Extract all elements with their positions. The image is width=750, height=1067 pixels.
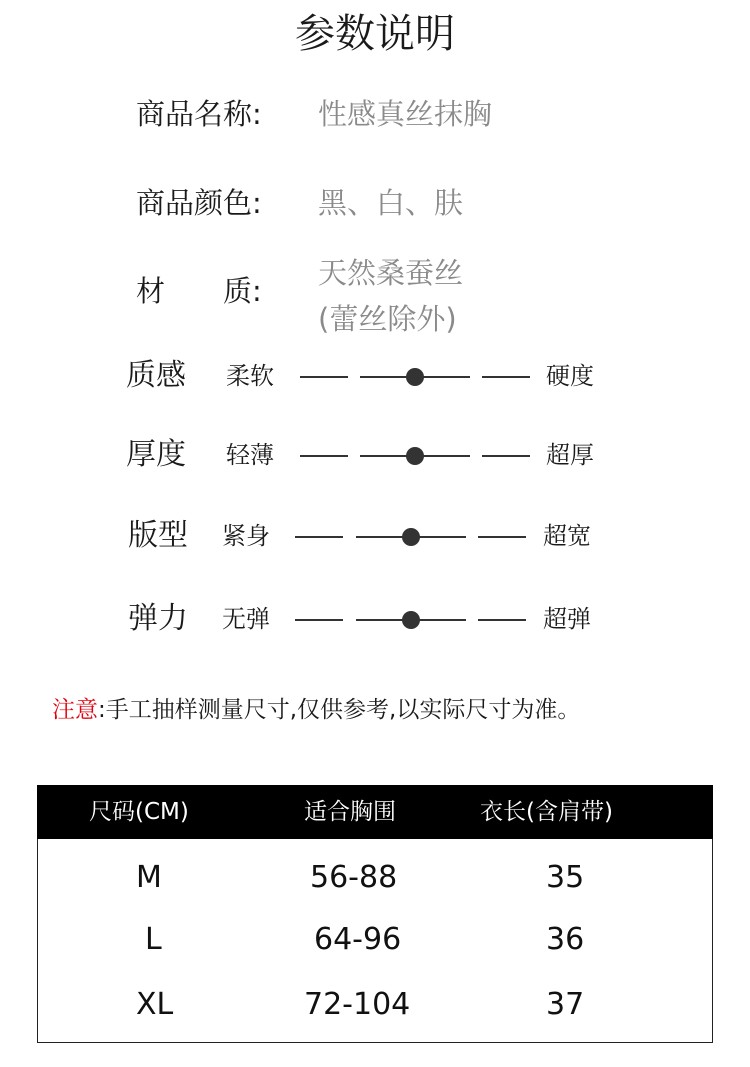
attribute-name: 厚度 — [126, 437, 186, 472]
scale-segment — [478, 536, 526, 538]
cell-bust: 56-88 — [310, 860, 398, 895]
scale-segment — [300, 376, 348, 378]
attribute-row-fit — [0, 511, 750, 561]
product-name-label: 商品名称: — [136, 97, 262, 131]
cell-bust: 64-96 — [314, 922, 402, 957]
scale-segment — [482, 455, 530, 457]
size-table-header — [37, 785, 713, 839]
cell-length: 36 — [546, 922, 585, 957]
scale-knob — [406, 368, 424, 386]
measurement-note — [52, 694, 580, 726]
attribute-low-label: 轻薄 — [226, 441, 274, 469]
scale-knob — [406, 447, 424, 465]
attribute-row-texture — [0, 351, 750, 401]
header-size: 尺码(CM) — [89, 799, 189, 825]
attribute-high-label: 超厚 — [546, 441, 594, 469]
note-text: :手工抽样测量尺寸,仅供参考,以实际尺寸为准。 — [98, 697, 581, 723]
attribute-low-label: 紧身 — [222, 522, 270, 550]
attribute-row-elasticity — [0, 594, 750, 644]
attribute-low-label: 无弹 — [222, 605, 270, 633]
attribute-name: 质感 — [126, 358, 186, 393]
attribute-high-label: 超弹 — [543, 605, 591, 633]
attribute-high-label: 硬度 — [546, 362, 594, 390]
product-color-value: 黑、白、肤 — [318, 186, 464, 220]
scale-segment — [482, 376, 530, 378]
product-name-value: 性感真丝抹胸 — [318, 97, 493, 131]
size-table — [37, 785, 713, 1043]
scale-knob — [402, 611, 420, 629]
attribute-name: 弹力 — [128, 601, 188, 636]
material-label-char2: 质: — [223, 274, 262, 308]
cell-size: M — [136, 860, 162, 895]
scale-segment — [295, 536, 343, 538]
scale-segment — [478, 619, 526, 621]
header-length: 衣长(含肩带) — [480, 799, 613, 825]
note-label: 注意 — [52, 697, 98, 723]
page-title: 参数说明 — [295, 11, 455, 57]
attribute-low-label: 柔软 — [226, 362, 274, 390]
attribute-name: 版型 — [128, 518, 188, 553]
material-label — [136, 273, 262, 309]
scale-segment — [300, 455, 348, 457]
product-color-label: 商品颜色: — [136, 186, 262, 220]
cell-length: 37 — [546, 987, 585, 1022]
cell-size: L — [145, 922, 162, 957]
cell-bust: 72-104 — [304, 987, 411, 1022]
scale-knob — [402, 528, 420, 546]
material-value — [318, 250, 463, 342]
cell-size: XL — [136, 987, 174, 1022]
attribute-high-label: 超宽 — [543, 522, 591, 550]
scale-segment — [295, 619, 343, 621]
material-value-line2: (蕾丝除外) — [318, 302, 457, 336]
header-bust: 适合胸围 — [304, 799, 396, 825]
material-value-line1: 天然桑蚕丝 — [318, 256, 464, 290]
cell-length: 35 — [546, 860, 585, 895]
material-label-char1: 材 — [136, 274, 166, 308]
attribute-row-thickness — [0, 430, 750, 480]
